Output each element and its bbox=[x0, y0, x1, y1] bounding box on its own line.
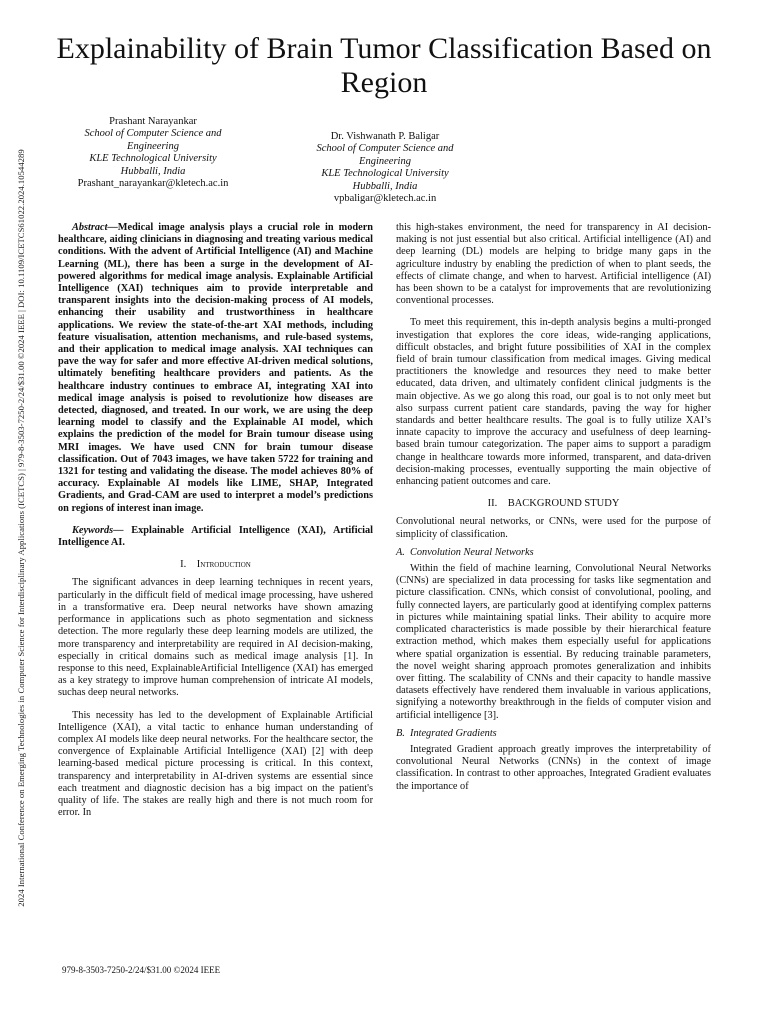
subsection-title: Integrated Gradients bbox=[410, 727, 497, 739]
integrated-gradients-paragraph: Integrated Gradient approach greatly improves the interpretability of convolutional Neural Networks (CNNs) in the context of image classification. In contrast to other approaches, Integrated Gradient evaluates the importance of bbox=[396, 743, 711, 792]
right-column bbox=[396, 222, 711, 793]
background-intro: Convolutional neural networks, or CNNs, were used for the purpose of simplicity of classification. bbox=[396, 516, 711, 540]
abstract-text: Medical image analysis plays a crucial role in modern healthcare, aiding clinicians in diagnosing and treating various medical conditions. With the advent of Artificial Intelligence (AI) and Machine Learning (ML), there has been a surge in the development of AI-powered algorithms for medical image analysis. Explainable Artificial Intelligence (XAI) techniques aim to provide interpretable and transparent insights into the decision-making process of AI models, enhancing their usability and trustworthiness in healthcare applications. We review the state-of-the-art XAI methods, including feature visualisation, attention mechanisms, and rule-based systems, and their application to medical image analysis. XAI techniques can pave the way for safer and more effective AI-driven medical solutions, ultimately benefiting healthcare providers and patients. As the healthcare industry continues to embrace AI, integrating XAI into medical image analysis is poised to revolutionize how diseases are detected, diagnosed, and treated. In our work, we are using the deep learning model to classify and the Explainable AI model, which explains the prediction of the model for Brain tumour disease using MRI images. We have used CNN for brain tumour disease classification. Out of 7043 images, we have taken 5722 for training and 1321 for testing and validating the disease. The model achieves 80% of accuracy. Explainable AI models like LIME, SHAP, Integrated Gradients, and Grad-CAM are used to interpret a model’s predictions on regions of interest inan image. bbox=[58, 222, 373, 514]
section-title: BACKGROUND STUDY bbox=[507, 498, 620, 510]
section-heading-introduction bbox=[58, 559, 373, 571]
intro-paragraph-3: this high-stakes environment, the need for transparency in AI decision-making is not just essential but also critical. Artificial intelligence (AI) and deep learning (DL) models are helping to bridge many gaps in the agriculture industry by enabling the prediction of when to plant seeds, the effects of climate change, and when to harvest. Artificial intelligence (AI) has been shown to be a catalyst for improvements that are revolutionizing conventional processes. bbox=[396, 222, 711, 307]
section-number: II. bbox=[487, 498, 498, 510]
section-number: I. bbox=[180, 559, 187, 571]
author-org: KLE Technological University bbox=[321, 168, 449, 180]
section-heading-background bbox=[396, 498, 711, 510]
cnn-paragraph: Within the field of machine learning, Convolutional Neural Networks (CNNs) are specialized in data processing for tasks like segmentation and picture classification. CNNs, which consist of convolutional, pooling, and fully connected layers, are particularly good at identifying complex patterns in pictures while maintaining spatial links. Their ability to acquire more complicated characteristics is made possible by their hierarchical feature extraction method, which makes them especially useful for applications where spatial organization is essential. By reducing trainable parameters, the novel weight sharing approach promotes generalization and inhibits over fitting. The scalability of CNNs and their capacity to handle massive datasets effectively have rendered them invaluable in various applications, signifying a noteworthy breakthrough in the fields of computer vision and artificial intelligence [3]. bbox=[396, 563, 711, 721]
subsection-title: Convolution Neural Networks bbox=[410, 546, 534, 558]
copyright-footer: 979-8-3503-7250-2/24/$31.00 ©2024 IEEE bbox=[62, 965, 221, 975]
left-column bbox=[58, 222, 373, 819]
author-email: Prashant_narayankar@kletech.ac.in bbox=[77, 178, 229, 190]
section-title: Introduction bbox=[196, 559, 251, 571]
keywords bbox=[58, 525, 373, 549]
intro-paragraph-4: To meet this requirement, this in-depth analysis begins a multi-pronged investigation that explores the core ideas, wide-ranging applications, difficult obstacles, and bright future possibilities of XAI in the complex field of brain tumour classification from medical images. Giving medical practitioners the knowledge and resources they need to make better educated, data driven, and ultimately confident clinical judgments is the main objective. As we go along this road, our goal is to not only meet but also surpass current patient care standards, paving the way for higher standards and better healthcare results. The goal is to fully utilize XAI’s innate capacity to improve the accuracy and usefulness of deep learning-based brain tumour categorization. The paper aims to support a paradigm change in healthcare towards more informed, transparent, and data-driven decision-making processes, eventually supporting the main objective of enhancing patient outcomes and care. bbox=[396, 317, 711, 488]
abstract bbox=[58, 222, 373, 515]
author-city: Hubballi, India bbox=[352, 180, 418, 192]
abstract-label: Abstract— bbox=[72, 222, 118, 233]
author-block-2 bbox=[300, 131, 470, 205]
author-name: Prashant Narayankar bbox=[109, 116, 197, 127]
author-email: vpbaligar@kletech.ac.in bbox=[333, 193, 437, 205]
doi-sidebar-text: 2024 International Conference on Emerging Technologies in Computer Science for Interdisciplinary Applications (ICETCS) | 979-8-3503-7250-2/24/$31.00 ©2024 IEEE | DOI: 10.1109/ICETCS61022.2024.10544289 bbox=[16, 149, 26, 907]
author-dept: School of Computer Science and Engineering bbox=[316, 143, 454, 167]
subsection-label: A. bbox=[396, 546, 405, 558]
author-org: KLE Technological University bbox=[89, 153, 217, 165]
author-name: Dr. Vishwanath P. Baligar bbox=[330, 131, 440, 142]
intro-paragraph-1: The significant advances in deep learning techniques in recent years, particularly in the difficult field of medical image processing, have ushered in a transformative era. Deep neural networks have shown amazing performance in applications such as photo segmentation and sickness detection. The more regularly these deep learning models are utilized, the more transparency and interpretability are required in AI decision-making, especially in critical domains such as medical image analysis [1]. In response to this need, ExplainableArtificial Intelligence (XAI) has emerged as a key strategy to improve human comprehension of intricate AI models, suchas deep neural networks. bbox=[58, 577, 373, 699]
doi-sidebar bbox=[14, 88, 28, 968]
subsection-heading-integrated-gradients bbox=[396, 728, 711, 740]
keywords-label: Keywords— bbox=[72, 524, 124, 536]
paper-title: Explainability of Brain Tumor Classification Based on Region bbox=[56, 32, 712, 99]
subsection-heading-cnn bbox=[396, 547, 711, 559]
keywords-text: Explainable Artificial Intelligence (XAI), Artificial Intelligence AI. bbox=[58, 524, 373, 549]
subsection-label: B. bbox=[396, 727, 405, 739]
author-dept: School of Computer Science and Engineering bbox=[84, 128, 222, 152]
intro-paragraph-2: This necessity has led to the development of Explainable Artificial Intelligence (XAI), a vital tactic to enhance human understanding of complex AI models like deep neural networks. For the healthcare sector, the convergence of Explainable Artificial Intelligence (XAI) [2] with deep learning-based medical picture processing is critical. In this context, transparency and interpretability in AI-driven systems are essential since each treatment and diagnostic decision has a big impact on the patient's quality of life. The stakes are really high and there is not much room for error. In bbox=[58, 709, 373, 819]
author-block-1 bbox=[58, 116, 248, 190]
author-city: Hubballi, India bbox=[120, 165, 186, 177]
